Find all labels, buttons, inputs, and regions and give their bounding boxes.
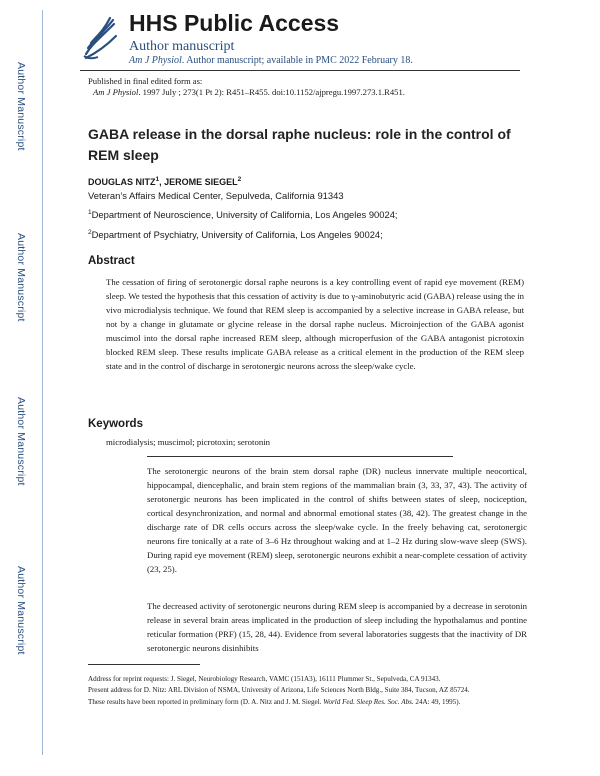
- margin-rule: [42, 10, 43, 755]
- availability-text: . Author manuscript; available in PMC 2022 February 18.: [181, 55, 413, 66]
- availability-note: [129, 55, 413, 66]
- hhs-title: HHS Public Access: [129, 10, 340, 36]
- body-paragraph: The serotonergic neurons of the brain stem dorsal raphe (DR) nucleus innervate multiple neocortical, hippocampal, diencephalic, and brain stem regions of the mammalian brain (3, 33, 37, 43). The activity of serotonergic neurons has been implicated in the control of shifts between states of sleep, nociception, cortical desynchronization, and normal and abnormal emotional states (38, 42). The greatest change in the discharge rate of DR cells occurs across the sleep/wake cycle. In the freely behaving cat, serotonergic neurons fire tonically at a rate of 3–6 Hz throughout waking and at 1–2 Hz during slow-wave sleep (SWS). During rapid eye movement (REM) sleep, serotonergic neurons exhibit a near-complete cessation of activity (23, 25).: [147, 466, 527, 574]
- author-manuscript-label: Author Manuscript: [15, 397, 27, 486]
- author-affiliation-mark: 1: [155, 176, 160, 183]
- keywords-heading: Keywords: [88, 418, 143, 430]
- affiliation-mark: 1: [88, 209, 92, 216]
- author-affiliation-mark: 2: [237, 176, 242, 183]
- citation-journal: Am J Physiol: [93, 87, 139, 97]
- citation-details: . 1997 July ; 273(1 Pt 2): R451–R455. doi:10.1152/ajpregu.1997.273.1.R451.: [138, 87, 405, 97]
- abstract-text: The cessation of firing of serotonergic dorsal raphe neurons is a key controlling event of rapid eye movement (REM) sleep. We tested the hypothesis that this cessation of activity is due to γ-aminobutyric acid (GABA) release using the in vivo microdialysis technique. We found that REM sleep is accompanied by a selective increase in GABA release, but not by a change in glutamate or glycine release in the dorsal raphe nucleus. Microinjection of the GABA agonist muscimol into the dorsal raphe increased REM sleep, although microperfusion of the GABA antagonist picrotoxin blocked REM sleep. These results implicate GABA release as a critical element in the production of the REM sleep state and in the control of discharge in serotonergic neurons across the sleep/wake cycle.: [106, 277, 524, 371]
- footnote-present-address: Present address for D. Nitz: ARL Division of NSMA, University of Arizona, Life Sciences North Bldg., Suite 384, Tucson, AZ 85724.: [88, 686, 470, 694]
- footnote-journal: World Fed. Sleep Res. Soc. Abs.: [323, 698, 414, 706]
- footnote-divider: [88, 664, 200, 665]
- hhs-header: [80, 12, 560, 74]
- footnote-text: 24A: 49, 1995).: [413, 698, 461, 706]
- author-manuscript-label: Author Manuscript: [15, 62, 27, 151]
- footnote-text: These results have been reported in preliminary form (D. A. Nitz and J. M. Siegel.: [88, 698, 324, 706]
- article-title: GABA release in the dorsal raphe nucleus: role in the control of REM sleep: [88, 126, 511, 163]
- affiliation-text: Department of Psychiatry, University of California, Los Angeles 90024;: [91, 229, 383, 241]
- abstract-heading: Abstract: [88, 255, 135, 267]
- affiliation-mark: 2: [88, 229, 92, 236]
- journal-name: Am J Physiol: [129, 55, 182, 66]
- header-divider: [80, 70, 520, 71]
- author-name: JEROME SIEGEL: [164, 177, 238, 187]
- author-list: DOUGLAS NITZ$^1$, JEROME SIEGEL$^2$: [88, 176, 242, 187]
- footnote-reprint: Address for reprint requests: J. Siegel, Neurobiology Research, VAMC (151A3), 16111 Plummer St., Sepulveda, CA 91343.: [88, 675, 441, 683]
- affiliation-2: [88, 229, 383, 240]
- author-manuscript-label: Author Manuscript: [15, 566, 27, 655]
- section-divider: [147, 456, 453, 457]
- footnote-preliminary: [88, 698, 460, 706]
- author-manuscript-label: Author Manuscript: [15, 233, 27, 322]
- body-paragraph: The decreased activity of serotonergic neurons during REM sleep is accompanied by a decrease in serotonin release in several brain areas implicated in the production of sleep including the hypothalamus and pontine reticular formation (PRF) (15, 28, 44). Evidence from several laboratories suggests that the inactivity of DR serotonergic neurons disinhibits: [147, 601, 527, 653]
- citation: [93, 87, 405, 97]
- published-in-label: Published in final edited form as:: [88, 76, 203, 86]
- author-name: DOUGLAS NITZ: [88, 177, 156, 187]
- affiliation-text: Department of Neuroscience, University of California, Los Angeles 90024;: [91, 209, 398, 221]
- hhs-eagle-logo-icon: [80, 14, 122, 62]
- manuscript-type: Author manuscript: [129, 39, 235, 54]
- keywords-list: microdialysis; muscimol; picrotoxin; serotonin: [106, 437, 271, 447]
- affiliation-1: [88, 209, 398, 220]
- affiliation-main: Veteran’s Affairs Medical Center, Sepulveda, California 91343: [88, 190, 344, 201]
